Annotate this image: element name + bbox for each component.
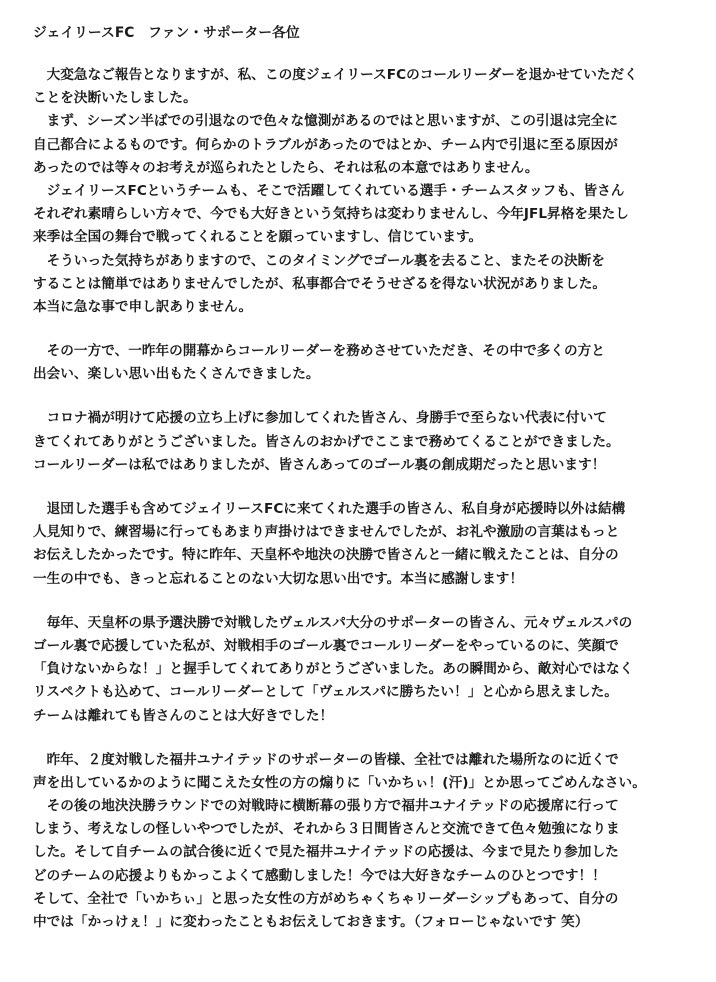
text-line: 毎年、天皇杯の県予選決勝で対戦したヴェルスパ大分のサポーターの皆さん、元々ヴェルスパの [33,614,633,631]
text-line: 中では「かっけぇ！」に変わったこともお伝えしておきます。（フォローじゃないです 笑） [33,914,589,930]
text-line: 「負けないからな！」と握手してくれてありがとうございました。あの瞬間から、敵対心ではなく [33,661,634,678]
text-line: 大変急なご報告となりますが、私、この度ジェイリースFCのコールリーダーを退かせていただく [33,67,638,83]
text-line: ゴール裏で応援していた私が、対戦相手のゴール裏でコールリーダーをやっているのに、笑顔で [33,637,619,654]
text-line: 自己都合によるものです。何らかのトラブルがあったのではとか、チーム内で引退に至る原因が [33,136,618,153]
text-line: まず、シーズン半ばでの引退なので色々な憶測があるのではと思いますが、この引退は完全に [33,113,618,130]
text-line: そして、全社で「いかちぃ」と思った女性の方がめちゃくちゃリーダーシップもあって、自分の [33,890,619,907]
text-line: することは簡単ではありませんでしたが、私事都合でそうせざるを得ない状況がありました。 [33,275,607,292]
text-line: 本当に急な事で申し訳ありません。 [33,298,253,315]
text-line: コロナ禍が明けて応援の立ち上げに参加してくれた皆さん、身勝手で至らない代表に付いて [33,410,607,427]
text-line: コールリーダーは私ではありましたが、皆さんあってのゴール裏の創成期だったと思います！ [33,456,606,473]
text-line: ジェイリースFCというチームも、そこで活躍してくれている選手・チームスタッフも、皆さん [33,182,625,199]
letter-body [33,64,708,934]
text-line: あったのでは等々のお考えが巡られたとしたら、それは私の本意ではありません。 [33,159,539,176]
text-line: ことを決断いたしました。 [33,90,197,107]
text-line: 出会い、楽しい思い出もたくさんできました。 [33,366,320,383]
text-line: 昨年、２度対戦した福井ユナイテッドのサポーターの皆様、全社では離れた場所なのに近くで [33,751,619,768]
text-line: リスペクトも込めて、コールリーダーとして「ヴェルスパに勝ちたい！」と心から思えました。 [33,684,618,701]
text-line: チームは離れても皆さんのことは大好きでした！ [33,707,334,724]
paragraph-3 [33,407,708,477]
text-line: しまう、考えなしの怪しいやつでしたが、それから３日間皆さんと交流できて色々勉強になりま [33,821,620,838]
text-line: どのチームの応援よりもかっこよくて感動しました！今では大好きなチームのひとつです！！ [33,867,606,884]
text-line: した。そして自チームの試合後に近くで見た福井ユナイテッドの応援は、今まで見たり参加した [33,844,619,861]
paragraph-4 [33,498,708,591]
text-line: お伝えしたかったです。特に昨年、天皇杯や地決の決勝で皆さんと一緒に戦えたことは、自分の [33,547,619,564]
text-line: 退団した選手も含めてジェイリースFCに来てくれた選手の皆さん、私自身が応援時以外は結構 [33,501,626,517]
paragraph-6 [33,749,708,935]
text-line: きてくれてありがとうございました。皆さんのおかげでここまで務めてくることができました。 [33,433,620,450]
text-line: そういった気持ちがありますので、このタイミングでゴール裏を去ること、またその決断を [33,252,605,269]
text-line: その一方で、一昨年の開幕からコールリーダーを務めさせていただき、その中で多くの方と [33,343,605,360]
text-line: 一生の中でも、きっと忘れることのない大切な思い出です。本当に感謝します！ [33,570,524,587]
text-line: 人見知りで、練習場に行ってもあまり声掛けはできませんでしたが、お礼や激励の言葉はもっと [33,524,620,541]
text-line: それぞれ素晴らしい方々で、今でも大好きという気持ちは変わりませんし、今年JFL昇格を果たし [33,206,629,223]
paragraph-2 [33,340,708,386]
paragraph-1 [33,64,708,319]
text-line: 声を出しているかのように聞こえた女性の方の煽りに「いかちぃ！(汗)」とか思ってごめんなさい。 [33,774,646,791]
paragraph-5 [33,612,708,728]
text-line: 来季は全国の舞台で戦ってくれることを願っていますし、信じています。 [33,229,483,246]
text-line: その後の地決決勝ラウンドでの対戦時に横断幕の張り方で福井ユナイテッドの応援席に行って [33,798,619,815]
letter-heading: ジェイリースFC ファン・サポーター各位 [33,25,300,41]
